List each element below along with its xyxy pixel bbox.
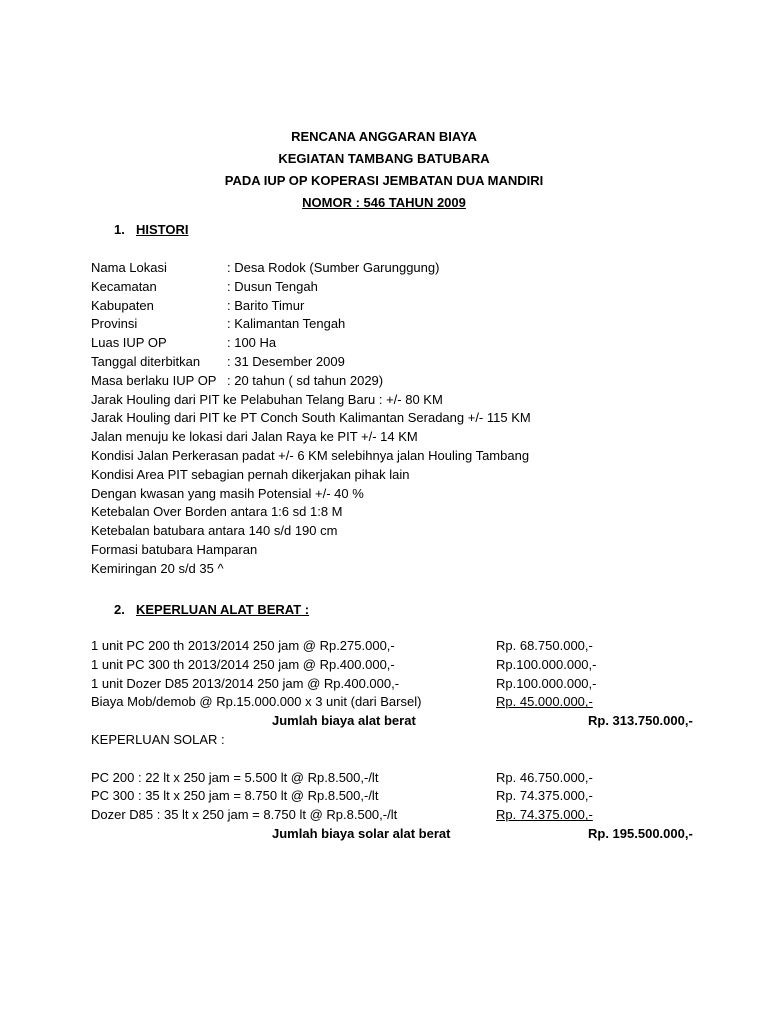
info-label: Kabupaten — [91, 297, 154, 313]
info-row — [91, 334, 531, 353]
note-line: Kemiringan 20 s/d 35 ^ — [91, 560, 224, 576]
section-number: 1. — [114, 222, 125, 237]
section-histori-heading — [114, 221, 189, 240]
title-line-3: PADA IUP OP KOPERASI JEMBATAN DUA MANDIRI — [224, 173, 544, 188]
cost-row — [91, 693, 593, 712]
cost-amount: Rp.100.000.000,- — [496, 675, 597, 691]
note-line: Jarak Houling dari PIT ke PT Conch South Kalimantan Seradang +/- 115 KM — [91, 410, 531, 426]
info-label: Nama Lokasi — [91, 260, 167, 275]
note-line: Kondisi Jalan Perkerasan padat +/- 6 KM selebihnya jalan Houling Tambang — [91, 447, 530, 463]
cost-desc: 1 unit PC 300 th 2013/2014 250 jam @ Rp.400.000,- — [91, 656, 395, 672]
note-line: Ketebalan Over Borden antara 1:6 sd 1:8 M — [91, 504, 343, 520]
section-heading: HISTORI — [136, 222, 189, 237]
alat-berat-block — [91, 637, 693, 844]
info-value: : 100 Ha — [227, 335, 277, 351]
cost-row — [91, 806, 593, 825]
info-row — [91, 278, 531, 297]
info-value: : Dusun Tengah — [227, 278, 318, 294]
solar-heading: KEPERLUAN SOLAR : — [91, 731, 225, 747]
cost-desc: PC 300 : 35 lt x 250 jam = 8.750 lt @ Rp.8.500,-/lt — [91, 788, 379, 804]
info-value: : Desa Rodok (Sumber Garunggung) — [227, 260, 440, 275]
document-title — [0, 126, 768, 214]
cost-desc: 1 unit PC 200 th 2013/2014 250 jam @ Rp.275.000,- — [91, 638, 395, 653]
section-heading: KEPERLUAN ALAT BERAT : — [136, 602, 310, 617]
info-row — [91, 297, 531, 316]
info-label: Masa berlaku IUP OP — [91, 372, 217, 388]
total-label: Jumlah biaya alat berat — [272, 713, 416, 729]
cost-amount: Rp. 68.750.000,- — [496, 638, 593, 653]
info-row — [91, 372, 531, 391]
document-number: NOMOR : 546 TAHUN 2009 — [302, 195, 466, 210]
cost-row — [91, 769, 593, 788]
total-amount: Rp. 313.750.000,- — [588, 713, 693, 729]
cost-desc: PC 200 : 22 lt x 250 jam = 5.500 lt @ Rp.8.500,-/lt — [91, 769, 379, 785]
histori-block — [91, 259, 531, 579]
info-value: : 20 tahun ( sd tahun 2029) — [227, 372, 384, 388]
cost-row — [91, 656, 597, 675]
info-label: Tanggal diterbitkan — [91, 353, 201, 369]
section-alat-berat-heading — [114, 601, 309, 620]
note-line: Kondisi Area PIT sebagian pernah dikerjakan pihak lain — [91, 466, 410, 482]
cost-row — [91, 637, 593, 656]
note-line: Jarak Houling dari PIT ke Pelabuhan Telang Baru : +/- 80 KM — [91, 391, 443, 407]
note-line: Formasi batubara Hamparan — [91, 541, 258, 557]
cost-amount: Rp. 74.375.000,- — [496, 788, 593, 804]
cost-amount: Rp. 45.000.000,- — [496, 694, 593, 710]
spacer — [91, 750, 421, 769]
total-label: Jumlah biaya solar alat berat — [272, 825, 451, 841]
info-row — [91, 353, 531, 372]
total-amount: Rp. 195.500.000,- — [588, 825, 693, 841]
total-row — [91, 825, 693, 844]
info-row — [91, 315, 531, 334]
info-label: Kecamatan — [91, 278, 157, 294]
cost-row — [91, 675, 597, 694]
cost-amount: Rp.100.000.000,- — [496, 656, 597, 672]
cost-amount: Rp. 74.375.000,- — [496, 807, 593, 823]
title-line-2: KEGIATAN TAMBANG BATUBARA — [278, 151, 490, 166]
note-line: Ketebalan batubara antara 140 s/d 190 cm — [91, 523, 338, 539]
cost-amount: Rp. 46.750.000,- — [496, 769, 593, 785]
info-value: : Kalimantan Tengah — [227, 316, 346, 332]
info-value: : Barito Timur — [227, 297, 305, 313]
cost-desc: 1 unit Dozer D85 2013/2014 250 jam @ Rp.400.000,- — [91, 675, 400, 691]
info-row — [91, 259, 531, 278]
info-value: : 31 Desember 2009 — [227, 353, 345, 369]
info-label: Provinsi — [91, 316, 138, 332]
cost-desc: Biaya Mob/demob @ Rp.15.000.000 x 3 unit (dari Barsel) — [91, 694, 422, 710]
title-line-4 — [0, 192, 768, 214]
title-line-1: RENCANA ANGGARAN BIAYA — [291, 129, 477, 144]
section-number: 2. — [114, 602, 125, 617]
info-label: Luas IUP OP — [91, 335, 167, 351]
cost-row — [91, 787, 593, 806]
cost-desc: Dozer D85 : 35 lt x 250 jam = 8.750 lt @ Rp.8.500,-/lt — [91, 807, 398, 823]
note-line: Dengan kwasan yang masih Potensial +/- 40 % — [91, 485, 364, 501]
total-row — [91, 712, 693, 731]
note-line: Jalan menuju ke lokasi dari Jalan Raya ke PIT +/- 14 KM — [91, 429, 418, 445]
